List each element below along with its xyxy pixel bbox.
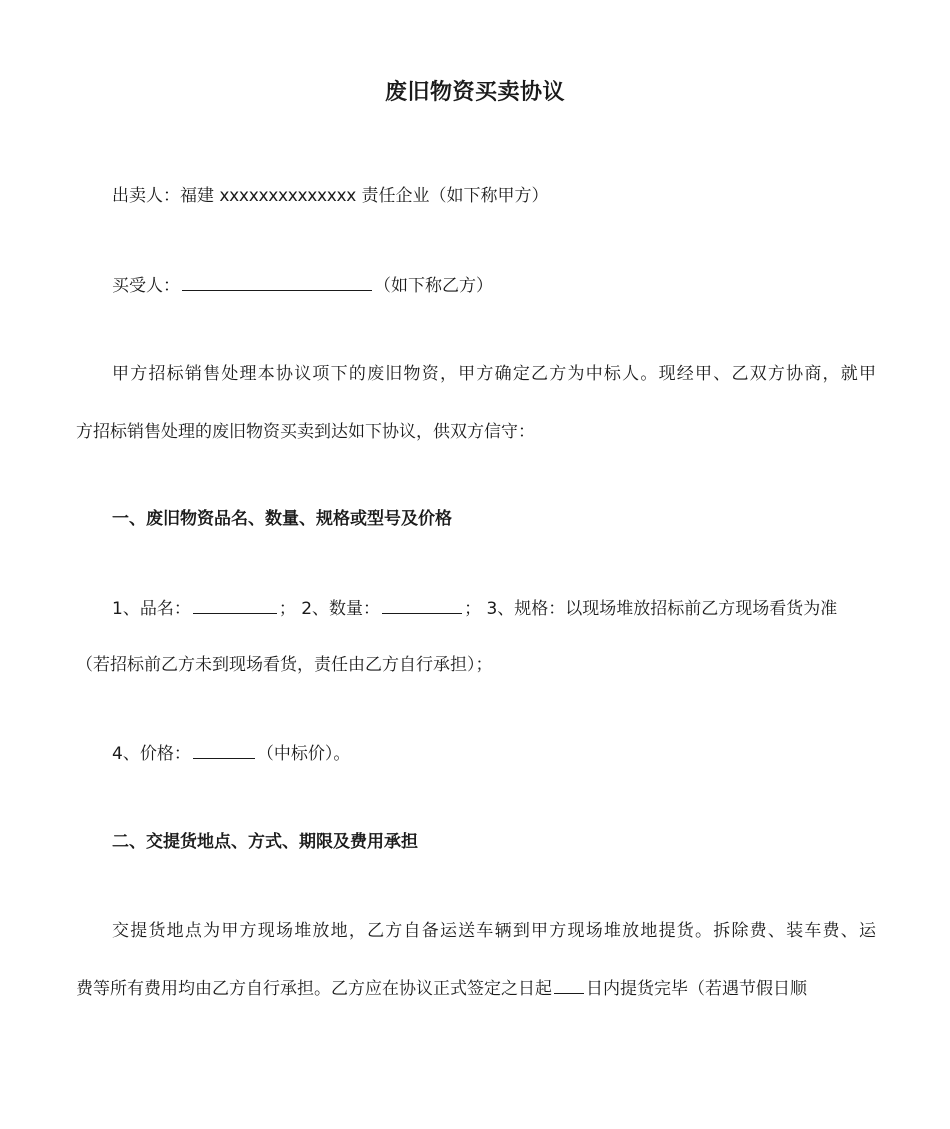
delivery-line-2-start: 费等所有费用均由乙方自行承担。乙方应在协议正式签定之日起 — [76, 979, 552, 999]
seller-line — [112, 184, 876, 208]
item1-sep: ； — [278, 599, 296, 619]
item2-sep: ； — [464, 599, 482, 619]
days-blank — [554, 976, 584, 994]
item1-blank — [193, 596, 277, 614]
section-1-heading: 一、废旧物资品名、数量、规格或型号及价格 — [112, 509, 452, 529]
price-line — [112, 741, 876, 766]
price-blank — [193, 741, 255, 759]
delivery-line-2-end: 日内提货完毕（若遇节假日顺 — [586, 979, 807, 999]
items-line-2: （若招标前乙方未到现场看货，责任由乙方自行承担）； — [76, 655, 493, 675]
section-2-heading: 二、交提货地点、方式、期限及费用承担 — [112, 832, 418, 852]
buyer-prefix: 买受人： — [112, 276, 180, 296]
delivery-line-2 — [76, 976, 876, 1001]
document-title: 废旧物资买卖协议 — [384, 80, 565, 105]
item2-blank — [382, 596, 462, 614]
item4-suffix: （中标价）。 — [256, 744, 351, 764]
buyer-suffix: （如下称乙方） — [374, 276, 493, 296]
intro-line-2: 方招标销售处理的废旧物资买卖到达如下协议，供双方信守： — [76, 422, 535, 442]
items-line-1 — [112, 596, 876, 621]
item4-label: 4、价格： — [112, 744, 191, 764]
delivery-line-1: 交提货地点为甲方现场堆放地，乙方自备运送车辆到甲方现场堆放地提货。拆除费、装车费、运 — [112, 921, 876, 941]
seller-suffix: 责任企业（如下称甲方） — [361, 186, 549, 206]
buyer-blank — [182, 273, 372, 291]
item1-label: 1、品名： — [112, 599, 191, 619]
seller-placeholder: xxxxxxxxxxxxxx — [219, 186, 357, 206]
item3-text: 3、规格：以现场堆放招标前乙方现场看货为准 — [486, 599, 838, 619]
seller-prefix: 出卖人：福建 — [112, 186, 214, 206]
item2-label: 2、数量： — [301, 599, 381, 619]
intro-line-1: 甲方招标销售处理本协议项下的废旧物资，甲方确定乙方为中标人。现经甲、乙双方协商，就甲 — [112, 364, 876, 384]
buyer-line — [112, 273, 876, 298]
